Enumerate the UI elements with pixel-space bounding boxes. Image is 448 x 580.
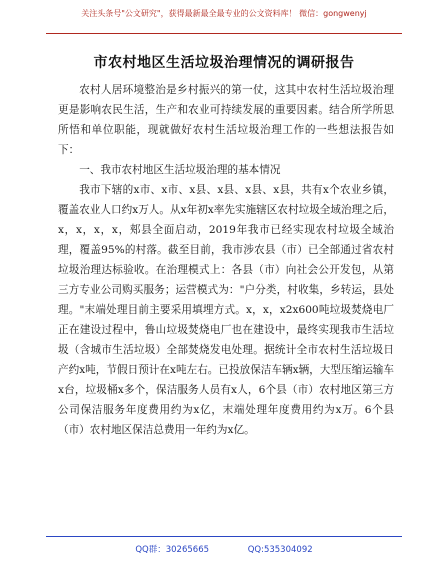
body-paragraph: 我市下辖的x市、x市、x县、x县、x县、x县，共有x个农业乡镇，覆盖农业人口约x万人。从x年初x率先实施辖区农村垃圾全域治理之后，x，x，x，x，郏县全面启动，2019年我市已经实现农村垃圾全域治理，覆盖95%的村落。截至目前，我市涉农县（市）已全部通过省农村垃圾治理达标验收。在治理模式上：各县（市）向社会公开发包，从第三方专业公司购买服务；运营模式为："户分类，村收集，乡转运，县处理。"末端处理目前主要采用填埋方式。x，x，x2x600吨垃圾焚烧电厂正在建设过程中，鲁山垃圾焚烧电厂也在建设中，最终实现我市生活垃圾（含城市生活垃圾）全部焚烧发电处理。据统计全市农村生活垃圾日产约x吨，节假日预计在x吨左右。已投放保洁车辆x辆，大型压缩运输车x台，垃圾桶x多个，保洁服务人员有x人，6个县（市）农村地区第三方公司保洁服务年度费用约为x亿，末端处理年度费用约为x万。6个县（市）农村地区保洁总费用一年约为x亿。: [58, 184, 394, 436]
footer-divider: [46, 536, 402, 537]
footer: [0, 543, 448, 555]
intro-paragraph: 农村人居环境整治是乡村振兴的第一仗，这其中农村生活垃圾治理更是影响农民生活，生产和农业可持续发展的重要因素。结合所学所思所悟和单位职能，现就做好农村生活垃圾治理工作的一些想法报告如下：: [58, 84, 394, 156]
header-divider: [46, 33, 402, 34]
footer-qq-group: QQ群：30265665: [135, 545, 210, 555]
section-heading: 一、我市农村地区生活垃圾治理的基本情况: [79, 164, 281, 176]
header-banner: 关注头条号"公文研究"，获得最新最全最专业的公文资料库！ 微信：gongwenyj: [81, 9, 367, 18]
document-body: [58, 80, 394, 440]
footer-qq: QQ:535304092: [247, 545, 313, 555]
document-title: 市农村地区生活垃圾治理情况的调研报告: [93, 55, 355, 71]
